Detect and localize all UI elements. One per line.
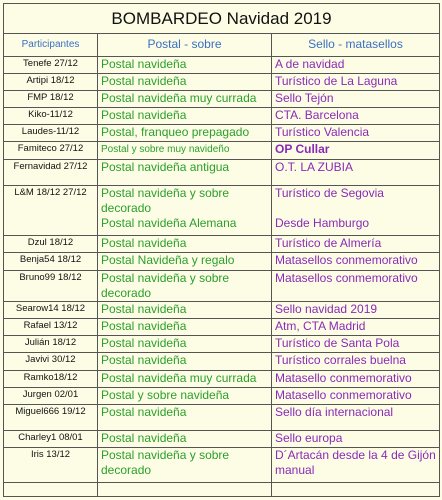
sello-cell: Turístico corrales buelna bbox=[272, 353, 440, 370]
participant-cell: Kiko-11/12 bbox=[4, 108, 98, 125]
sello-cell: O.T. LA ZUBIA bbox=[272, 159, 440, 185]
table-row bbox=[4, 159, 440, 185]
participant-cell: Ramko18/12 bbox=[4, 370, 98, 387]
participant-cell: Benja54 18/12 bbox=[4, 253, 98, 270]
participant-cell: Laudes-11/12 bbox=[4, 125, 98, 142]
sello-cell: Matasello conmemorativo bbox=[272, 370, 440, 387]
postal-cell: Postal navideña bbox=[98, 319, 272, 336]
postal-cell: Postal navideña bbox=[98, 108, 272, 125]
participant-cell: Iris 13/12 bbox=[4, 448, 98, 482]
participant-cell: Bruno99 18/12 bbox=[4, 270, 98, 301]
participant-cell: Javivi 30/12 bbox=[4, 353, 98, 370]
table-row bbox=[4, 482, 440, 496]
table-row bbox=[4, 56, 440, 73]
table-row bbox=[4, 125, 440, 142]
postal-cell bbox=[98, 185, 272, 236]
table-row bbox=[4, 73, 440, 90]
postal-cell: Postal navideña bbox=[98, 353, 272, 370]
participant-cell bbox=[4, 482, 98, 496]
sello-cell: Matasellos conmemorativo bbox=[272, 253, 440, 270]
postal-cell: Postal y sobre muy navideño bbox=[98, 142, 272, 159]
sello-cell: Turístico Valencia bbox=[272, 125, 440, 142]
table-row bbox=[4, 448, 440, 482]
postal-line: Postal navideña Alemana bbox=[101, 215, 237, 230]
sello-line: Turístico de Segovia bbox=[275, 185, 384, 200]
participant-cell: Charley1 08/01 bbox=[4, 431, 98, 448]
participant-cell: FMP 18/12 bbox=[4, 90, 98, 107]
participant-cell: Miguel666 19/12 bbox=[4, 405, 98, 431]
postal-cell: Postal navideña bbox=[98, 301, 272, 318]
sello-cell: Sello europa bbox=[272, 431, 440, 448]
sello-cell: Sello navidad 2019 bbox=[272, 301, 440, 318]
table-row bbox=[4, 185, 440, 236]
postal-line: Postal navideña y sobre decorado bbox=[101, 185, 230, 215]
table-row bbox=[4, 387, 440, 404]
postal-cell: Postal navideña muy currada bbox=[98, 370, 272, 387]
table-row bbox=[4, 253, 440, 270]
page-title: BOMBARDEO Navidad 2019 bbox=[4, 4, 440, 34]
sello-cell: Matasellos conmemorativo bbox=[272, 270, 440, 301]
postal-cell: Postal navideña bbox=[98, 73, 272, 90]
participant-cell: Fernavidad 27/12 bbox=[4, 159, 98, 185]
header-participantes: Participantes bbox=[4, 34, 98, 56]
postal-cell: Postal navideña y sobre decorado bbox=[98, 270, 272, 301]
sello-cell bbox=[272, 482, 440, 496]
bombardeo-table bbox=[3, 3, 440, 497]
sello-cell: A de navidad bbox=[272, 56, 440, 73]
sello-cell: Turístico de Santa Pola bbox=[272, 336, 440, 353]
sello-cell: Turístico de Almería bbox=[272, 236, 440, 253]
table-row bbox=[4, 319, 440, 336]
participant-cell: Dzul 18/12 bbox=[4, 236, 98, 253]
table-row bbox=[4, 142, 440, 159]
postal-cell: Postal, franqueo prepagado bbox=[98, 125, 272, 142]
postal-cell: Postal y sobre navideña bbox=[98, 387, 272, 404]
participant-cell: Jurgen 02/01 bbox=[4, 387, 98, 404]
sello-line: Desde Hamburgo bbox=[275, 215, 370, 230]
table-row bbox=[4, 108, 440, 125]
sello-cell: Sello día internacional bbox=[272, 405, 440, 431]
table-row bbox=[4, 370, 440, 387]
participant-cell: L&M 18/12 27/12 bbox=[4, 185, 98, 236]
participant-cell: Rafael 13/12 bbox=[4, 319, 98, 336]
sello-cell: CTA. Barcelona bbox=[272, 108, 440, 125]
table-row bbox=[4, 301, 440, 318]
postal-cell: Postal navideña antigua bbox=[98, 159, 272, 185]
postal-cell: Postal navideña y sobre decorado bbox=[98, 448, 272, 482]
sello-cell: OP Cullar bbox=[272, 142, 440, 159]
header-postal-sobre: Postal - sobre bbox=[98, 34, 272, 56]
sello-cell: Matasello conmemorativo bbox=[272, 387, 440, 404]
postal-cell: Postal Navideña y regalo bbox=[98, 253, 272, 270]
table-row bbox=[4, 353, 440, 370]
participant-cell: Tenefe 27/12 bbox=[4, 56, 98, 73]
postal-cell: Postal navideña bbox=[98, 336, 272, 353]
table-row bbox=[4, 405, 440, 431]
participant-cell: Searow14 18/12 bbox=[4, 301, 98, 318]
table-row bbox=[4, 336, 440, 353]
sello-cell: Sello Tejón bbox=[272, 90, 440, 107]
participant-cell: Famiteco 27/12 bbox=[4, 142, 98, 159]
table-row bbox=[4, 270, 440, 301]
participant-cell: Julián 18/12 bbox=[4, 336, 98, 353]
header-sello-matasellos: Sello - matasellos bbox=[272, 34, 440, 56]
sello-cell bbox=[272, 185, 440, 236]
postal-cell bbox=[98, 482, 272, 496]
table-row bbox=[4, 90, 440, 107]
table-row bbox=[4, 236, 440, 253]
postal-cell: Postal navideña bbox=[98, 236, 272, 253]
table-row bbox=[4, 431, 440, 448]
postal-cell: Postal navideña muy currada bbox=[98, 90, 272, 107]
postal-cell: Postal navideña bbox=[98, 56, 272, 73]
participant-cell: Artipi 18/12 bbox=[4, 73, 98, 90]
postal-cell: Postal navideña bbox=[98, 405, 272, 431]
sello-cell: Atm, CTA Madrid bbox=[272, 319, 440, 336]
spacer bbox=[275, 201, 436, 216]
sello-cell: Turístico de La Laguna bbox=[272, 73, 440, 90]
sello-cell: D´Artacán desde la 4 de Gijón manual bbox=[272, 448, 440, 482]
postal-cell: Postal navideña bbox=[98, 431, 272, 448]
